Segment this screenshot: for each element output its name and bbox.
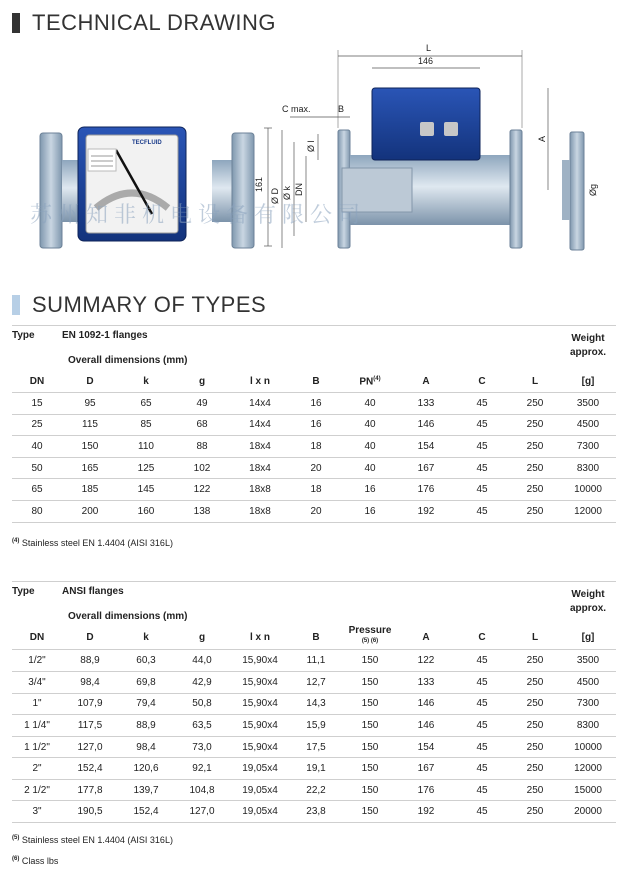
ansi-column-headers [12, 626, 616, 650]
table-cell: 45 [454, 671, 510, 693]
weight-label-1: Weight [571, 333, 605, 344]
table-cell: 150 [62, 436, 118, 458]
table-cell: 150 [342, 736, 398, 758]
ansi-rows [12, 650, 616, 823]
table-cell: 44,0 [174, 650, 230, 672]
summary-title: SUMMARY OF TYPES [32, 292, 267, 317]
weight-label [560, 326, 616, 371]
table-cell: 17,5 [290, 736, 342, 758]
table-cell: 40 [12, 436, 62, 458]
column-header: B [312, 375, 320, 387]
table-cell: 69,8 [118, 671, 174, 693]
table-cell: 150 [342, 715, 398, 737]
table-cell: 146 [398, 715, 454, 737]
table-cell: 40 [342, 457, 398, 479]
table-cell: 45 [454, 801, 510, 823]
table-cell: 160 [118, 500, 174, 522]
table-cell: 250 [510, 758, 560, 780]
table-cell: 165 [62, 457, 118, 479]
table-cell: 45 [454, 715, 510, 737]
table-cell: 25 [12, 414, 62, 436]
table-cell: 4500 [560, 414, 616, 436]
column-header: k [143, 632, 149, 644]
en-flanges-table [12, 325, 616, 523]
dim-B: B [338, 104, 345, 114]
table-cell: 8300 [560, 457, 616, 479]
column-header: L [531, 375, 539, 387]
table-cell: 15,90x4 [230, 671, 290, 693]
column-header: l x n [249, 375, 270, 387]
table-cell: 18x8 [230, 500, 290, 522]
table-cell: 200 [62, 500, 118, 522]
table-cell: 7300 [560, 693, 616, 715]
table-row [12, 671, 616, 693]
weight-label-2: approx. [569, 347, 607, 358]
table-cell: 1" [12, 693, 62, 715]
table-cell: 167 [398, 457, 454, 479]
table-cell: 145 [118, 479, 174, 501]
table-cell: 3500 [560, 650, 616, 672]
footnote-text: Class lbs [21, 856, 59, 866]
table-cell: 60,3 [118, 650, 174, 672]
table-cell: 85 [118, 414, 174, 436]
table-cell: 88,9 [118, 715, 174, 737]
table-cell: 150 [342, 650, 398, 672]
table-cell: 22,2 [290, 779, 342, 801]
table-cell: 45 [454, 758, 510, 780]
table-cell: 50 [12, 457, 62, 479]
table-cell: 40 [342, 393, 398, 415]
column-header: B [312, 632, 320, 644]
table-cell: 45 [454, 500, 510, 522]
table-cell: 150 [342, 671, 398, 693]
column-header: [g] [581, 632, 595, 644]
table-cell: 250 [510, 393, 560, 415]
table-cell: 150 [342, 779, 398, 801]
overall-dimensions-label: Overall dimensions (mm) [68, 610, 188, 622]
footnote-mark: (4) [12, 538, 20, 544]
brand-label: TECFLUID [132, 140, 162, 146]
table-cell: 14x4 [230, 393, 290, 415]
table-cell: 45 [454, 436, 510, 458]
table-cell: 150 [342, 801, 398, 823]
column-header: D [86, 375, 94, 387]
table-cell: 104,8 [174, 779, 230, 801]
table-cell: 154 [398, 436, 454, 458]
column-header [342, 626, 398, 650]
table-cell: 16 [290, 414, 342, 436]
table-cell: 45 [454, 414, 510, 436]
column-header: C [478, 632, 486, 644]
table-cell: 250 [510, 436, 560, 458]
table-cell: 1 1/2" [12, 736, 62, 758]
table-cell: 42,9 [174, 671, 230, 693]
table-cell: 250 [510, 693, 560, 715]
table-cell: 2" [12, 758, 62, 780]
weight-label-2: approx. [569, 603, 607, 614]
table-cell: 250 [510, 650, 560, 672]
table-cell: 50,8 [174, 693, 230, 715]
table-cell: 18x4 [230, 457, 290, 479]
column-header: A [422, 632, 430, 644]
table-cell: 92,1 [174, 758, 230, 780]
table-row [12, 758, 616, 780]
table-row [12, 436, 616, 458]
table-cell: 146 [398, 414, 454, 436]
table-row [12, 693, 616, 715]
table-row [12, 414, 616, 436]
table-cell: 250 [510, 801, 560, 823]
column-header: [g] [581, 375, 595, 387]
column-header-text: Pressure [348, 625, 392, 636]
weight-label [560, 582, 616, 627]
table-cell: 176 [398, 779, 454, 801]
table-cell: 14,3 [290, 693, 342, 715]
table-cell: 40 [342, 414, 398, 436]
table-cell: 1/2" [12, 650, 62, 672]
table-cell: 250 [510, 457, 560, 479]
dim-cmax: C max. [282, 104, 311, 114]
table-cell: 20000 [560, 801, 616, 823]
footnote-mark: (5) [12, 835, 20, 841]
dim-146: 146 [418, 56, 434, 66]
footnote-text: Stainless steel EN 1.4404 (AISI 316L) [21, 835, 173, 845]
en-column-headers [12, 370, 616, 393]
table-cell: 10000 [560, 736, 616, 758]
column-header [342, 370, 398, 393]
column-header: DN [29, 375, 45, 387]
table-cell: 79,4 [118, 693, 174, 715]
table-cell: 18x8 [230, 479, 290, 501]
table-cell: 49 [174, 393, 230, 415]
table-cell: 98,4 [118, 736, 174, 758]
table-cell: 15,90x4 [230, 736, 290, 758]
table-cell: 120,6 [118, 758, 174, 780]
table-cell: 152,4 [118, 801, 174, 823]
table-cell: 133 [398, 393, 454, 415]
ansi-flanges-table [12, 581, 616, 823]
table-cell: 65 [12, 479, 62, 501]
technical-drawing-title: TECHNICAL DRAWING [32, 10, 276, 35]
column-header: g [198, 632, 206, 644]
table-cell: 177,8 [62, 779, 118, 801]
table-cell: 117,5 [62, 715, 118, 737]
flange-label: ANSI flanges [62, 582, 560, 607]
table-cell: 192 [398, 500, 454, 522]
dim-k: Ø k [282, 185, 292, 200]
table-cell: 45 [454, 693, 510, 715]
table-cell: 7300 [560, 436, 616, 458]
column-header: DN [29, 632, 45, 644]
table-row [12, 500, 616, 522]
table-cell: 146 [398, 693, 454, 715]
technical-drawing [0, 40, 618, 272]
table-cell: 107,9 [62, 693, 118, 715]
column-header: g [198, 375, 206, 387]
table-cell: 190,5 [62, 801, 118, 823]
table-cell: 11,1 [290, 650, 342, 672]
type-label: Type [12, 326, 62, 351]
table-cell: 88 [174, 436, 230, 458]
table-cell: 95 [62, 393, 118, 415]
table-cell: 250 [510, 671, 560, 693]
dim-g: Øg [588, 183, 598, 196]
table-cell: 250 [510, 736, 560, 758]
table-cell: 8300 [560, 715, 616, 737]
table-cell: 19,05x4 [230, 779, 290, 801]
table-cell: 20 [290, 500, 342, 522]
table-cell: 73,0 [174, 736, 230, 758]
table-cell: 250 [510, 779, 560, 801]
table-cell: 133 [398, 671, 454, 693]
table-cell: 45 [454, 393, 510, 415]
table-row [12, 393, 616, 415]
table-cell: 45 [454, 479, 510, 501]
section-marker [12, 13, 20, 33]
watermark: 苏州知非机电设备有限公司 [30, 203, 367, 228]
dim-DN: DN [294, 183, 304, 196]
table-row [12, 457, 616, 479]
table-cell: 45 [454, 736, 510, 758]
table-cell: 20 [290, 457, 342, 479]
en-rows [12, 393, 616, 523]
table-cell: 18 [290, 436, 342, 458]
table-cell: 40 [342, 436, 398, 458]
table-cell: 110 [118, 436, 174, 458]
table-cell: 167 [398, 758, 454, 780]
table-cell: 88,9 [62, 650, 118, 672]
table-cell: 10000 [560, 479, 616, 501]
table-cell: 16 [342, 479, 398, 501]
table-cell: 65 [118, 393, 174, 415]
table-row [12, 650, 616, 672]
table-cell: 250 [510, 715, 560, 737]
table-cell: 2 1/2" [12, 779, 62, 801]
table-cell: 185 [62, 479, 118, 501]
table-cell: 23,8 [290, 801, 342, 823]
dim-L: L [426, 43, 432, 53]
table-cell: 127,0 [174, 801, 230, 823]
table-cell: 122 [398, 650, 454, 672]
table-cell: 139,7 [118, 779, 174, 801]
table-cell: 122 [174, 479, 230, 501]
table-cell: 14x4 [230, 414, 290, 436]
table-cell: 15000 [560, 779, 616, 801]
table-cell: 45 [454, 779, 510, 801]
table-cell: 150 [342, 758, 398, 780]
footnote-mark: (6) [12, 856, 20, 862]
table-cell: 250 [510, 479, 560, 501]
table-cell: 16 [342, 500, 398, 522]
table-cell: 15 [12, 393, 62, 415]
table-cell: 15,90x4 [230, 715, 290, 737]
column-header: A [422, 375, 430, 387]
type-label: Type [12, 582, 62, 607]
table-cell: 19,05x4 [230, 801, 290, 823]
table-cell: 15,90x4 [230, 650, 290, 672]
table-cell: 1 1/4" [12, 715, 62, 737]
overall-dimensions-label: Overall dimensions (mm) [68, 354, 188, 366]
table-cell: 19,05x4 [230, 758, 290, 780]
technical-drawing-header [12, 10, 276, 36]
table-cell: 3" [12, 801, 62, 823]
table-cell: 4500 [560, 671, 616, 693]
dim-D: Ø D [270, 187, 280, 204]
table-cell: 98,4 [62, 671, 118, 693]
dim-A: A [537, 135, 547, 142]
table-cell: 68 [174, 414, 230, 436]
column-header-text: PN [359, 376, 374, 388]
table-row [12, 715, 616, 737]
table-row [12, 479, 616, 501]
table-cell: 18 [290, 479, 342, 501]
table-row [12, 779, 616, 801]
table-cell: 80 [12, 500, 62, 522]
table-cell: 63,5 [174, 715, 230, 737]
dim-l: Ø l [306, 140, 316, 152]
column-header: l x n [249, 632, 270, 644]
table-cell: 45 [454, 650, 510, 672]
ansi-footnote-1 [12, 835, 173, 845]
table-cell: 15,90x4 [230, 693, 290, 715]
column-header: k [143, 375, 149, 387]
column-header: D [86, 632, 94, 644]
table-cell: 12000 [560, 500, 616, 522]
column-header: L [531, 632, 539, 644]
column-header: C [478, 375, 486, 387]
table-row [12, 801, 616, 823]
section-marker [12, 295, 20, 315]
table-cell: 176 [398, 479, 454, 501]
en-footnote [12, 538, 173, 548]
dim-161: 161 [254, 176, 264, 192]
table-cell: 3500 [560, 393, 616, 415]
table-cell: 12,7 [290, 671, 342, 693]
ansi-footnote-2 [12, 856, 58, 866]
table-cell: 115 [62, 414, 118, 436]
table-cell: 154 [398, 736, 454, 758]
table-cell: 138 [174, 500, 230, 522]
table-cell: 192 [398, 801, 454, 823]
table-cell: 19,1 [290, 758, 342, 780]
column-note: (5) (6) [361, 638, 379, 644]
table-cell: 15,9 [290, 715, 342, 737]
table-cell: 250 [510, 500, 560, 522]
table-cell: 12000 [560, 758, 616, 780]
footnote-text: Stainless steel EN 1.4404 (AISI 316L) [21, 538, 173, 548]
table-cell: 45 [454, 457, 510, 479]
table-cell: 18x4 [230, 436, 290, 458]
table-cell: 250 [510, 414, 560, 436]
weight-label-1: Weight [571, 589, 605, 600]
summary-header [12, 292, 266, 318]
table-cell: 125 [118, 457, 174, 479]
front-view [40, 127, 272, 248]
flange-label: EN 1092-1 flanges [62, 326, 560, 351]
table-cell: 16 [290, 393, 342, 415]
table-row [12, 736, 616, 758]
column-note: (4) [373, 376, 381, 383]
table-cell: 102 [174, 457, 230, 479]
table-cell: 127,0 [62, 736, 118, 758]
table-cell: 3/4" [12, 671, 62, 693]
table-cell: 150 [342, 693, 398, 715]
table-cell: 152,4 [62, 758, 118, 780]
